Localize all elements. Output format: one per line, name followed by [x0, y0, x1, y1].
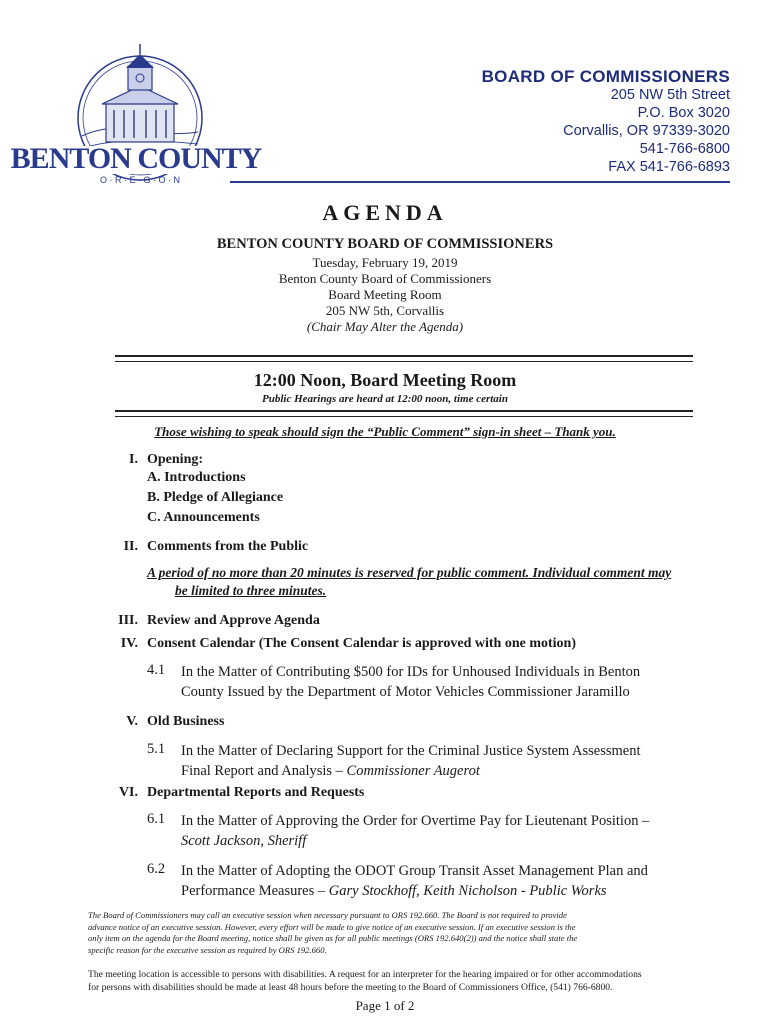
- courthouse-seal-icon: [10, 40, 262, 186]
- item-5-1-line2-text: Final Report and Analysis –: [181, 763, 347, 779]
- section-2-title: Comments from the Public: [147, 539, 309, 554]
- item-6-2-text: [181, 861, 701, 901]
- meeting-details: [0, 255, 770, 335]
- benton-county-logo: [10, 40, 262, 186]
- logo-subtitle-text: O · R · E · G · O · N: [100, 175, 180, 185]
- section-1-number: I.: [129, 452, 138, 467]
- public-comment-note-line2: be limited to three minutes.: [175, 583, 327, 598]
- item-4-1-text: [181, 662, 701, 702]
- item-6-2-line2: [181, 881, 701, 901]
- meeting-body: Benton County Board of Commissioners: [278, 271, 492, 286]
- section-5-number: V.: [126, 714, 138, 729]
- item-pledge: B. Pledge of Allegiance: [147, 490, 284, 505]
- executive-notice-line3: only item on the agenda for the Board meeting, notice shall be given as for all public meetings (ORS 192.640(2)) and the notice shall state the: [88, 933, 578, 943]
- section-3-title: Review and Approve Agenda: [147, 613, 320, 628]
- meeting-date: Tuesday, February 19, 2019: [312, 255, 458, 270]
- executive-notice-line2: advance notice of an executive session. However, every effort will be made to give notice of an executive session. If an executive session is the: [88, 921, 576, 932]
- item-6-1-text: [181, 811, 701, 851]
- accessibility-notice-line2: for persons with disabilities should be made at least 48 hours before the meeting to the Board of Commissioners Office, (541) 766-6800.: [88, 981, 613, 993]
- meeting-location: 205 NW 5th, Corvallis: [325, 303, 445, 318]
- logo-title-text: BENTON COUNTY: [10, 142, 262, 175]
- time-heading: 12:00 Noon, Board Meeting Room: [253, 370, 517, 390]
- section-6-title: Departmental Reports and Requests: [147, 785, 365, 800]
- section-1-title: Opening:: [147, 452, 204, 467]
- item-5-1-text: [181, 741, 701, 781]
- item-4-1-line2: County Issued by the Department of Motor Vehicles Commissioner Jaramillo: [181, 684, 630, 700]
- item-4-1-number: 4.1: [147, 662, 166, 678]
- address-city: Corvallis, OR 97339-3020: [563, 123, 730, 139]
- section-4-number: IV.: [120, 636, 138, 651]
- divider-bottom: [115, 410, 693, 417]
- address-street: 205 NW 5th Street: [610, 87, 730, 103]
- board-title: BENTON COUNTY BOARD OF COMMISSIONERS: [216, 236, 554, 252]
- section-3-number: III.: [118, 613, 138, 628]
- org-contact: [482, 68, 730, 176]
- executive-notice-line4: specific reason for the executive session as required by ORS 192.660.: [88, 944, 327, 955]
- item-6-2-number: 6.2: [147, 861, 166, 877]
- public-comment-note-line1: A period of no more than 20 minutes is reserved for public comment. Individual comment may: [147, 565, 672, 580]
- chair-note: (Chair May Alter the Agenda): [306, 319, 464, 334]
- item-6-2-line2-text: Performance Measures –: [181, 883, 329, 899]
- executive-notice-line1: The Board of Commissioners may call an executive session when necessary pursuant to ORS 192.660. The Board is not required to provide: [88, 910, 567, 920]
- item-5-1-presenter: Commissioner Augerot: [346, 763, 480, 779]
- executive-session-notice: [88, 910, 698, 956]
- section-2-number: II.: [123, 539, 138, 554]
- hearing-note: Public Hearings are heard at 12:00 noon, time certain: [262, 393, 508, 405]
- address-po-box: P.O. Box 3020: [637, 105, 730, 121]
- item-4-1-line1: In the Matter of Contributing $500 for IDs for Unhoused Individuals in Benton: [181, 664, 641, 680]
- section-1-items: [147, 468, 283, 528]
- public-comment-note: [147, 564, 697, 600]
- header-rule: [230, 181, 730, 183]
- phone-number: 541-766-6800: [639, 141, 730, 157]
- signin-note: Those wishing to speak should sign the “Public Comment” sign-in sheet – Thank you.: [154, 424, 616, 439]
- fax-number: FAX 541-766-6893: [608, 159, 730, 175]
- item-5-1-number: 5.1: [147, 741, 166, 757]
- agenda-title: AGENDA: [322, 200, 448, 225]
- accessibility-notice-line1: The meeting location is accessible to persons with disabilities. A request for an interpreter for the hearing impaired or for other accommodations: [88, 969, 642, 980]
- item-6-2-line1: In the Matter of Adopting the ODOT Group Transit Asset Management Plan and: [181, 863, 648, 879]
- section-6-number: VI.: [118, 785, 138, 800]
- item-6-1-presenter: Scott Jackson, Sheriff: [181, 833, 307, 849]
- section-5-title: Old Business: [147, 714, 225, 729]
- item-introductions: A. Introductions: [147, 470, 246, 485]
- item-5-1-line2: [181, 761, 701, 781]
- section-4-title: Consent Calendar (The Consent Calendar is approved with one motion): [147, 636, 576, 651]
- item-6-2-presenters: Gary Stockhoff, Keith Nicholson - Public Works: [328, 883, 607, 899]
- accessibility-notice: [88, 969, 698, 994]
- meeting-room: Board Meeting Room: [328, 287, 442, 302]
- org-name: BOARD OF COMMISSIONERS: [481, 67, 730, 86]
- page-number: Page 1 of 2: [355, 998, 415, 1013]
- item-5-1-line1: In the Matter of Declaring Support for the Criminal Justice System Assessment: [181, 743, 641, 759]
- divider-top: [115, 355, 693, 362]
- item-announcements: C. Announcements: [147, 510, 260, 525]
- item-6-1-line1: In the Matter of Approving the Order for Overtime Pay for Lieutenant Position –: [181, 813, 650, 829]
- item-6-1-number: 6.1: [147, 811, 166, 827]
